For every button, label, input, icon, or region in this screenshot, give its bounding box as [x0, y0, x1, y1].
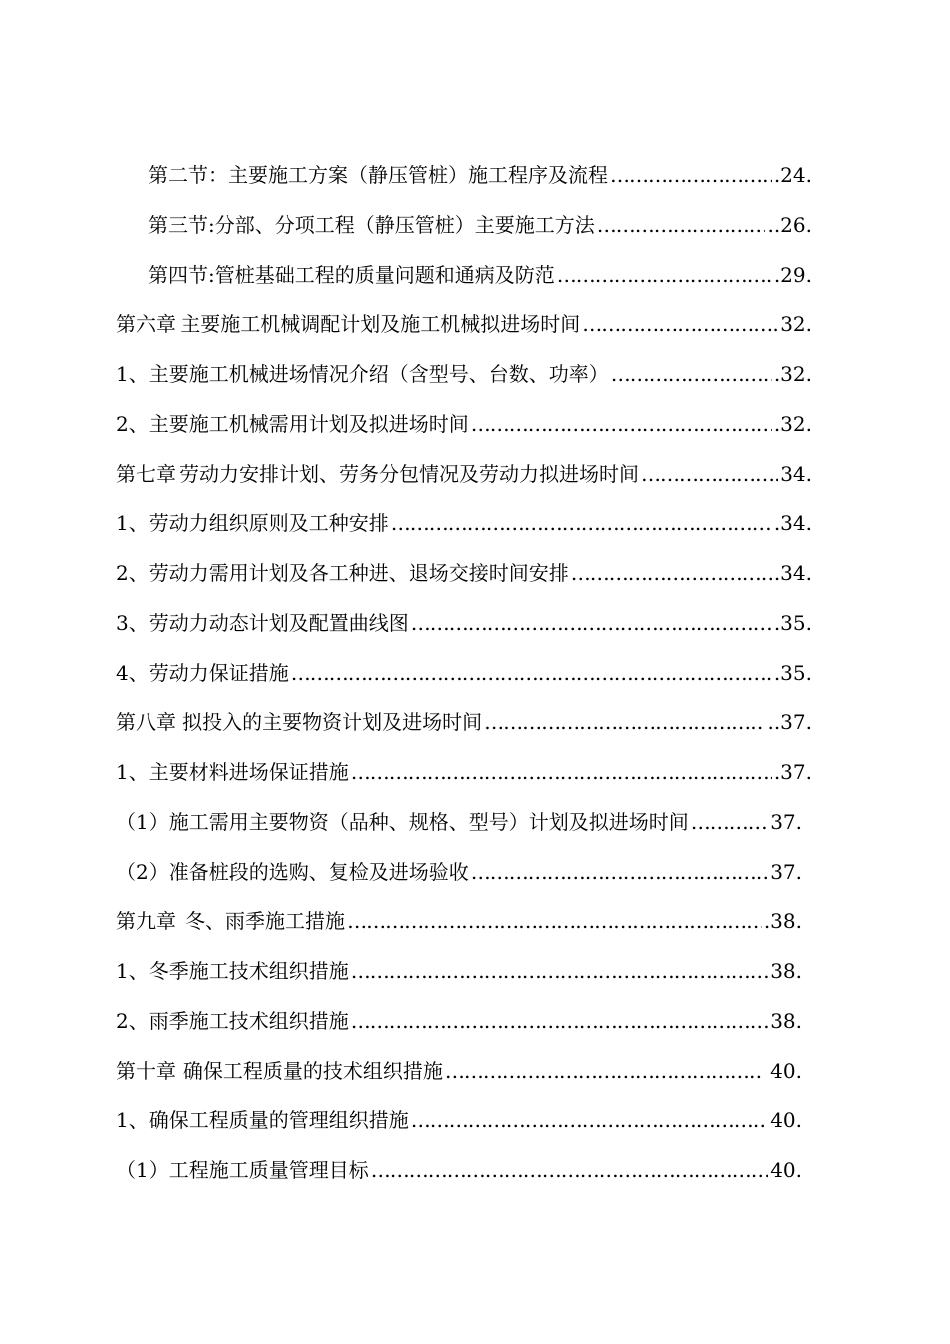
toc-page-number: 40. [770, 1158, 802, 1182]
toc-page-number: .32. [773, 412, 812, 436]
toc-entry [116, 606, 812, 640]
toc-page-number: 38. [770, 959, 802, 983]
toc-page-number: .29. [773, 263, 812, 287]
toc-page-number: ..26. [767, 213, 812, 237]
toc-chapter-number: 第九章 [116, 909, 176, 933]
toc-entry [116, 1004, 802, 1038]
toc-leader-dots [347, 904, 762, 938]
toc-entry [116, 1054, 802, 1088]
toc-page-number: .24. [773, 163, 812, 187]
toc-entry [116, 506, 812, 540]
toc-label: （1）工程施工质量管理目标 [116, 1158, 369, 1182]
toc-entry [116, 904, 802, 938]
toc-leader-dots [445, 1054, 762, 1088]
toc-label: 第四节:管桩基础工程的质量问题和通病及防范 [148, 263, 555, 287]
toc-label: 1、冬季施工技术组织措施 [116, 959, 349, 983]
toc-leader-dots [411, 1103, 768, 1137]
toc-leader-dots [691, 805, 768, 839]
toc-page-number: 40. [763, 1059, 802, 1083]
toc-label: 确保工程质量的技术组织措施 [182, 1059, 443, 1083]
toc-entry [116, 1153, 802, 1187]
toc-entry [116, 855, 802, 889]
toc-label: 主要施工机械调配计划及施工机械拟进场时间 [180, 312, 581, 336]
toc-page-number: 37. [770, 860, 802, 884]
toc-label: （2）准备桩段的选购、复检及进场验收 [116, 860, 469, 884]
toc-label: （1）施工需用主要物资（品种、规格、型号）计划及拟进场时间 [116, 810, 689, 834]
toc-leader-dots [484, 705, 765, 739]
toc-page-number: .35. [773, 661, 812, 685]
toc-page-number: 32. [780, 312, 812, 336]
toc-page-number: ..37. [767, 710, 812, 734]
toc-leader-dots [351, 954, 768, 988]
toc-entry [116, 755, 812, 789]
toc-label: 劳动力安排计划、劳务分包情况及劳动力拟进场时间 [179, 462, 639, 486]
toc-label: 4、劳动力保证措施 [116, 661, 289, 685]
toc-leader-dots [291, 656, 772, 690]
toc-chapter-number: 第七章 [116, 462, 176, 486]
toc-entry [148, 208, 812, 242]
toc-chapter-number: 第八章 [116, 710, 176, 734]
toc-leader-dots [471, 407, 772, 441]
toc-leader-dots [351, 755, 772, 789]
toc-leader-dots [471, 855, 768, 889]
toc-leader-dots [371, 1153, 768, 1187]
toc-page-number: 38. [770, 1009, 802, 1033]
toc-chapter-number: 第十章 [116, 1059, 176, 1083]
toc-leader-dots [597, 208, 766, 242]
toc-entry [116, 457, 812, 491]
toc-leader-dots [582, 307, 778, 341]
toc-label: 2、雨季施工技术组织措施 [116, 1009, 349, 1033]
toc-label: 冬、雨季施工措施 [185, 909, 346, 933]
toc-entry [148, 158, 812, 192]
toc-leader-dots [611, 357, 772, 391]
toc-page-number: .32. [773, 362, 812, 386]
toc-page-number: 40. [770, 1108, 802, 1132]
toc-chapter-number: 第六章 [116, 312, 176, 336]
toc-leader-dots [411, 606, 772, 640]
toc-label: 2、主要施工机械需用计划及拟进场时间 [116, 412, 469, 436]
toc-label: 1、主要材料进场保证措施 [116, 760, 349, 784]
toc-entry [116, 307, 812, 341]
toc-label: 2、劳动力需用计划及各工种进、退场交接时间安排 [116, 561, 569, 585]
toc-page-number: .38. [763, 909, 802, 933]
toc-entry [148, 258, 812, 292]
toc-entry [116, 407, 812, 441]
toc-leader-dots [610, 158, 772, 192]
toc-page-number: .34. [773, 511, 812, 535]
toc-leader-dots [641, 457, 778, 491]
toc-entry [116, 805, 802, 839]
toc-leader-dots [391, 506, 772, 540]
toc-entry [116, 1103, 802, 1137]
toc-leader-dots [351, 1004, 768, 1038]
toc-label: 1、确保工程质量的管理组织措施 [116, 1108, 409, 1132]
toc-entry [116, 954, 802, 988]
toc-label: 拟投入的主要物资计划及进场时间 [182, 710, 483, 734]
toc-leader-dots [571, 556, 772, 590]
toc-page-number: .34. [773, 561, 812, 585]
toc-entry [116, 705, 812, 739]
toc-entry [116, 357, 812, 391]
toc-entry [116, 556, 812, 590]
toc-page-number: .35. [773, 611, 812, 635]
toc-label: 1、主要施工机械进场情况介绍（含型号、台数、功率） [116, 362, 609, 386]
toc-page-number: .37. [773, 760, 812, 784]
toc-page-number: 37. [770, 810, 802, 834]
toc-label: 第二节：主要施工方案（静压管桩）施工程序及流程 [148, 163, 608, 187]
toc-label: 1、劳动力组织原则及工种安排 [116, 511, 389, 535]
toc-entry [116, 656, 812, 690]
toc-label: 3、劳动力动态计划及配置曲线图 [116, 611, 409, 635]
toc-page-number: 34. [780, 462, 812, 486]
toc-label: 第三节:分部、分项工程（静压管桩）主要施工方法 [148, 213, 595, 237]
toc-leader-dots [557, 258, 772, 292]
